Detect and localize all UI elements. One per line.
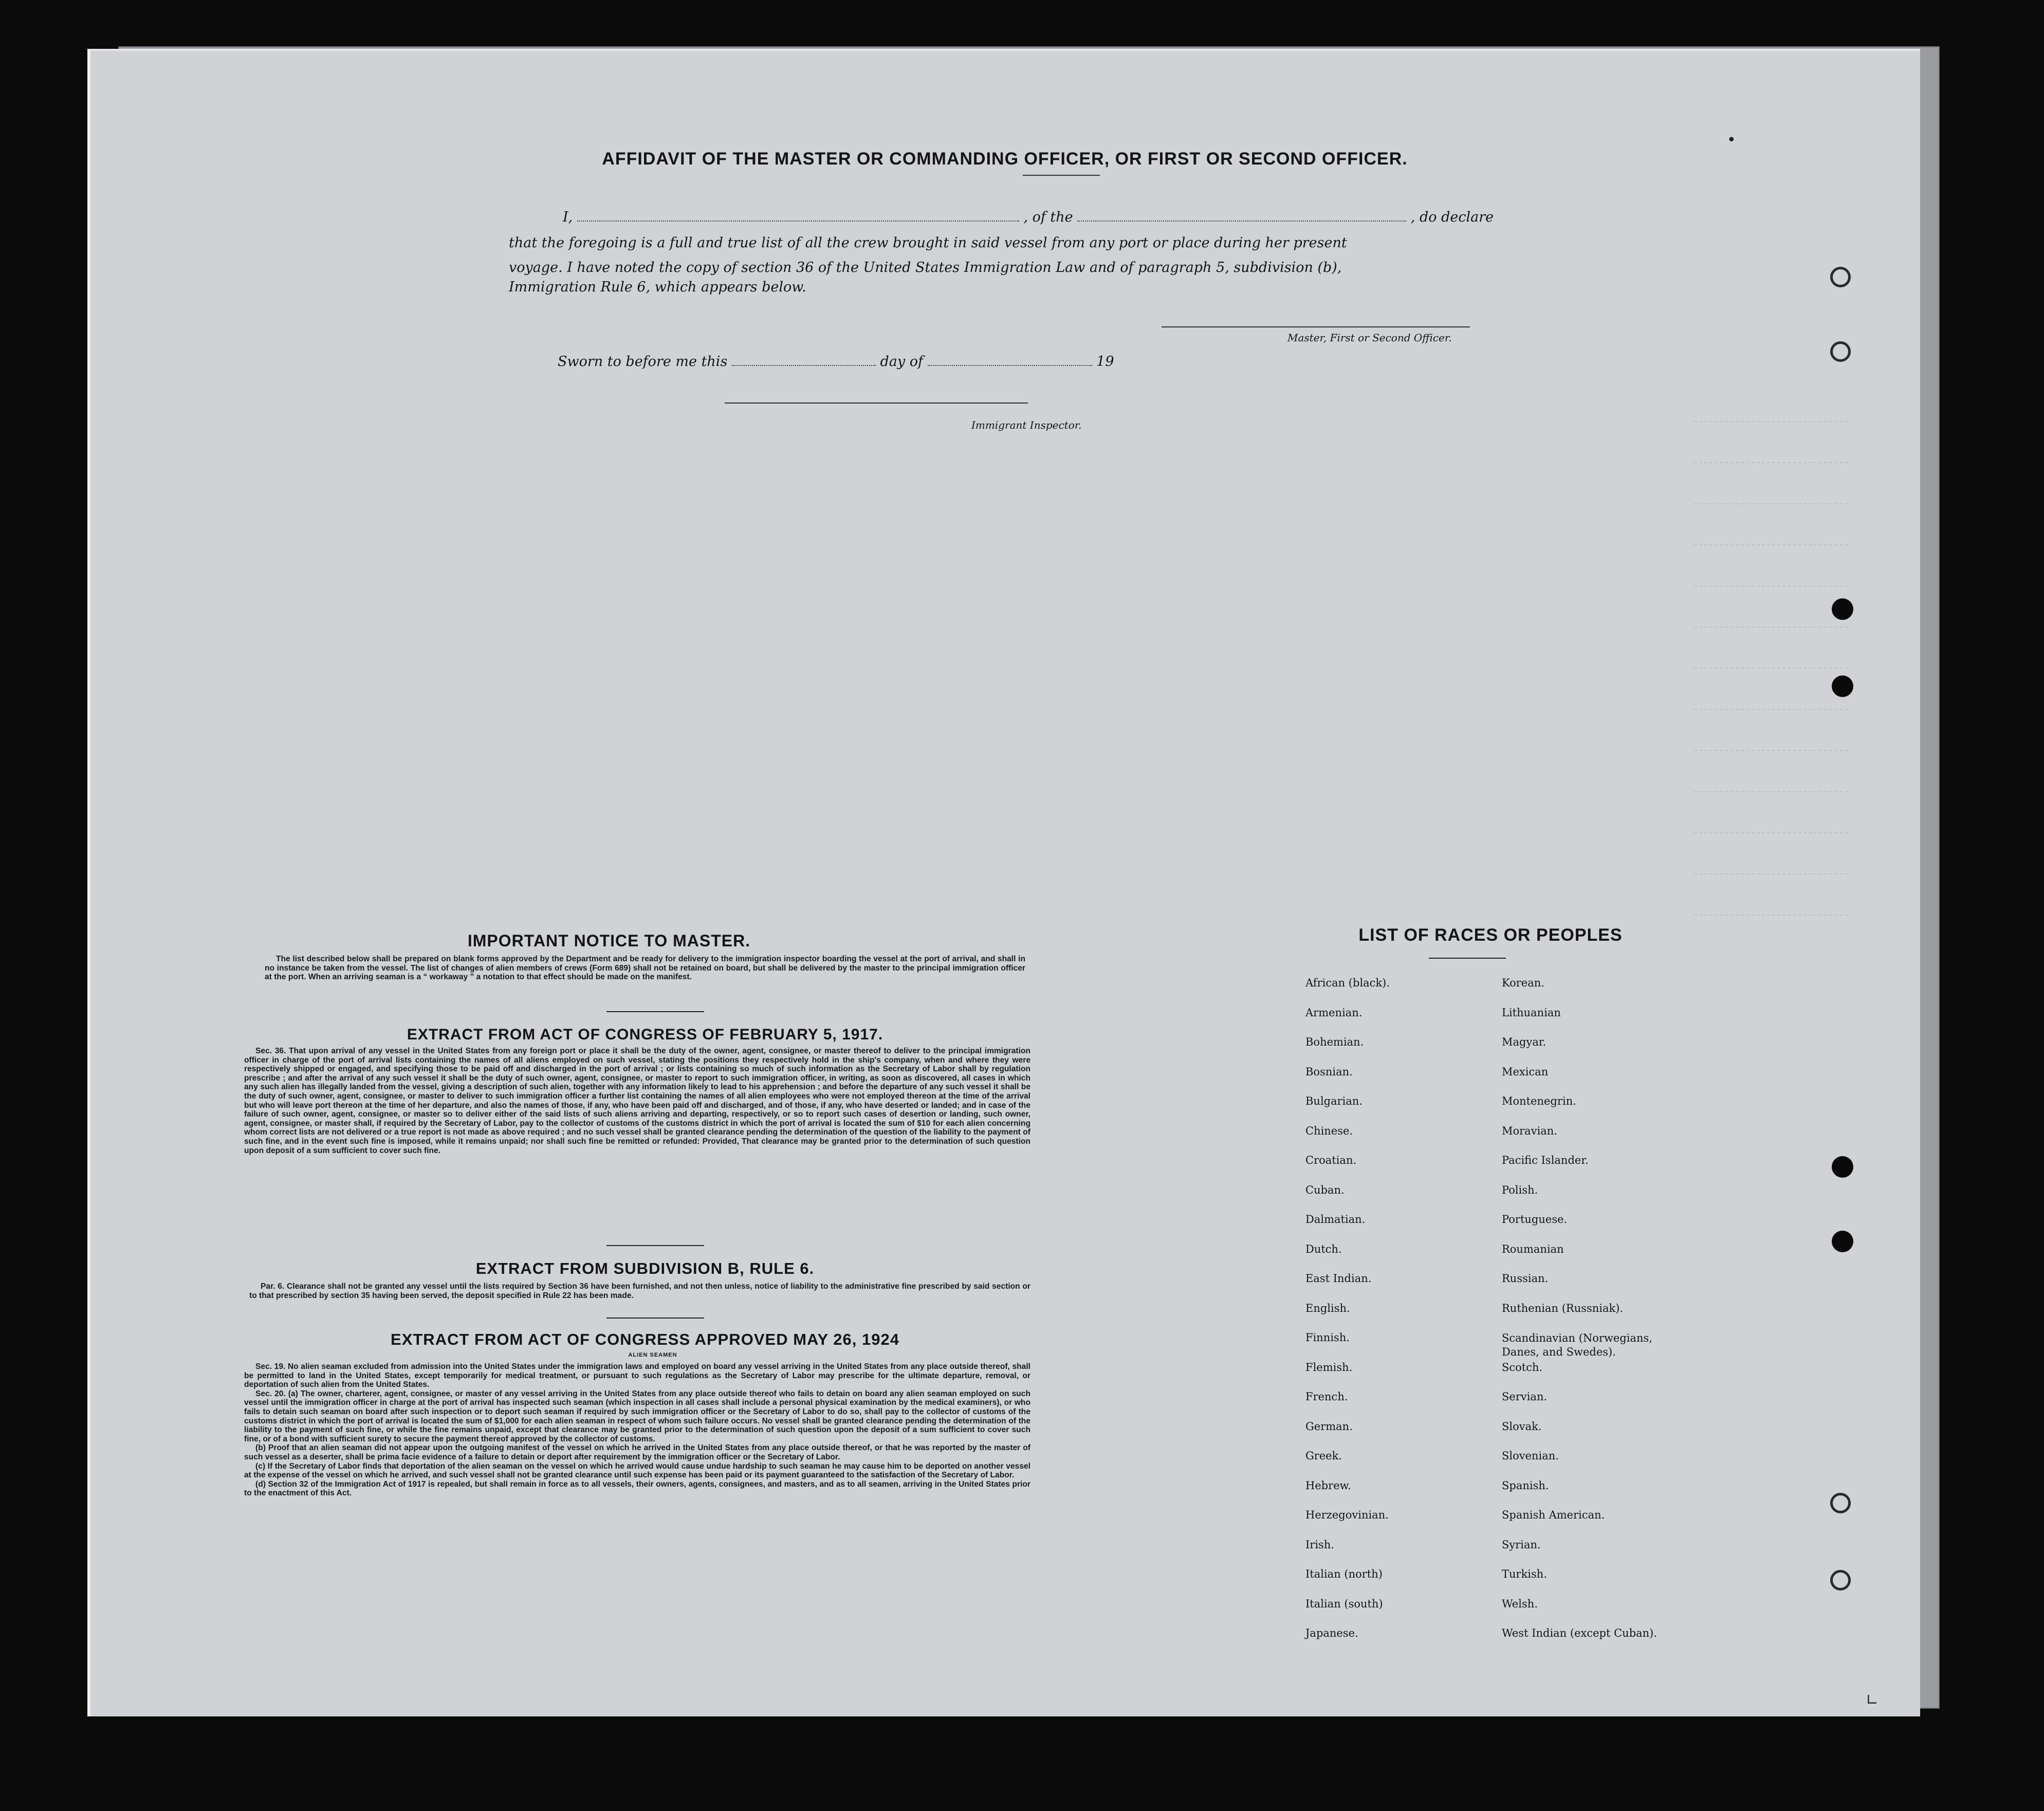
master-signature-line[interactable] — [1162, 326, 1470, 327]
race-item-right-1: Lithuanian — [1502, 1006, 1561, 1019]
punch-hole — [1830, 267, 1851, 287]
race-item-left-4: Bulgarian. — [1305, 1095, 1363, 1107]
race-item-right-3: Mexican — [1502, 1065, 1549, 1078]
race-item-left-21: Italian (south) — [1305, 1597, 1383, 1610]
race-item-right-8: Portuguese. — [1502, 1213, 1568, 1225]
notice-text — [265, 955, 1025, 982]
punch-hole — [1832, 675, 1853, 697]
affidavit-line-3: voyage. I have noted the copy of section 36 of the United States Immigration Law and of paragraph 5, subdivision (b), — [509, 260, 1342, 276]
race-item-left-9: Dutch. — [1305, 1242, 1342, 1255]
race-item-right-14: Servian. — [1502, 1391, 1548, 1403]
act-1924-title: EXTRACT FROM ACT OF CONGRESS APPROVED MAY 26, 1924 — [391, 1330, 899, 1348]
day-of-text: day of — [880, 354, 923, 370]
notice-title: IMPORTANT NOTICE TO MASTER. — [467, 931, 751, 950]
race-item-right-4: Montenegrin. — [1502, 1095, 1576, 1107]
races-title-underline — [1429, 958, 1506, 959]
sec-20d-paragraph: (d) Section 32 of the Immigration Act of 1917 is repealed, but shall remain in force as to all vessels, their owners, agents, consignees, and masters, and as to all seamen, arriving in the United States prior to the enactment of this Act. — [244, 1479, 1030, 1498]
bleed-through-line — [1694, 791, 1848, 803]
bleed-through-line — [1694, 503, 1848, 516]
race-item-right-15: Slovak. — [1502, 1420, 1542, 1433]
sworn-month-field[interactable] — [928, 364, 1092, 366]
race-item-right-20: Turkish. — [1502, 1568, 1547, 1580]
races-right-column — [1502, 977, 1677, 1657]
race-item-left-15: German. — [1305, 1420, 1353, 1433]
race-item-left-3: Bosnian. — [1305, 1065, 1353, 1078]
race-item-right-2: Magyar. — [1502, 1036, 1546, 1048]
race-item-left-7: Cuban. — [1305, 1183, 1345, 1196]
race-item-right-7: Polish. — [1502, 1183, 1538, 1196]
race-item-right-17: Spanish. — [1502, 1479, 1549, 1492]
sec-20a-paragraph: Sec. 20. (a) The owner, charterer, agent, consignee, or master of any vessel arriving in the United States from any place outside thereof who fails to detain on board any alien seaman employed on such vessel until the immigration officer in charge at the port of arrival has inspected such seaman (which inspection in all cases shall include a personal physical examination by the medical examiners), or who fails to detain such seaman on board after such inspection or to deport such seaman if required by such immigration officer or the Secretary of Labor to do so, shall pay to the collector of customs of the customs district in which the port of arrival is located the sum of $1,000 for each alien seaman in respect of whom such failure occurs. No vessel shall be granted clearance pending the determination of the liability to the payment of such fine, or while the fine remains unpaid, except that clearance may be granted prior to the determination of such question upon the deposit of a sum sufficient to cover such fine, or of a bond with sufficient surety to secure the payment thereof approved by the collector of customs. — [244, 1389, 1030, 1443]
race-item-left-20: Italian (north) — [1305, 1568, 1383, 1580]
rule-6-text — [249, 1282, 1030, 1300]
sworn-line — [558, 354, 1114, 370]
race-item-right-6: Pacific Islander. — [1502, 1154, 1589, 1166]
section-divider — [606, 1318, 704, 1319]
race-item-right-9: Roumanian — [1502, 1242, 1564, 1255]
par-6-paragraph: Par. 6. Clearance shall not be granted any vessel until the lists required by Section 36 have been furnished, and not then unless, notice of liability to the administrative fine prescribed by said section or to that prescribed by section 35 having been served, the deposit specified in Rule 22 has been made. — [249, 1282, 1030, 1300]
section-divider — [606, 1245, 704, 1246]
do-declare-text: , do declare — [1410, 209, 1494, 225]
punch-hole — [1832, 598, 1853, 620]
vessel-name-field[interactable] — [1077, 220, 1406, 222]
race-item-left-8: Dalmatian. — [1305, 1213, 1366, 1225]
bleed-through-line — [1694, 750, 1848, 762]
bleed-through-line — [1694, 873, 1848, 886]
declarant-prefix: I, — [563, 209, 573, 225]
race-item-right-19: Syrian. — [1502, 1538, 1541, 1551]
inspector-signature-label: Immigrant Inspector. — [971, 419, 1082, 431]
race-item-left-13: Flemish. — [1305, 1361, 1353, 1374]
margin-mark: ∟ — [1866, 1691, 1879, 1709]
bleed-through-line — [1694, 914, 1848, 927]
race-item-left-1: Armenian. — [1305, 1006, 1362, 1019]
act-1924-text — [244, 1362, 1030, 1498]
race-item-left-12: Finnish. — [1305, 1331, 1350, 1344]
punch-hole — [1832, 1231, 1853, 1252]
punch-hole — [1830, 1493, 1851, 1513]
inspector-signature-line[interactable] — [725, 403, 1028, 404]
of-the-text: , of the — [1023, 209, 1073, 225]
race-item-right-18: Spanish American. — [1502, 1509, 1605, 1521]
title-underline — [1023, 175, 1100, 176]
race-item-left-10: East Indian. — [1305, 1272, 1372, 1285]
race-item-right-12: Scandinavian (Norwegians, Danes, and Swedes). — [1502, 1332, 1653, 1358]
race-item-left-16: Greek. — [1305, 1450, 1342, 1462]
race-item-left-2: Bohemian. — [1305, 1036, 1364, 1048]
bleed-through-line — [1694, 421, 1848, 433]
punch-hole — [1830, 1570, 1851, 1590]
act-1917-text — [244, 1047, 1030, 1155]
race-item-left-6: Croatian. — [1305, 1154, 1357, 1166]
race-item-right-21: Welsh. — [1502, 1597, 1538, 1610]
section-divider — [606, 1011, 704, 1012]
year-prefix: 19 — [1096, 354, 1114, 370]
sec-19-paragraph: Sec. 19. No alien seaman excluded from admission into the United States under the immigration laws and employed on board any vessel arriving in the United States from any place outside thereof, shall be permitted to land in the United States, except temporarily for medical treatment, or pursuant to such regulations as the Secretary of Labor may prescribe for the ultimate departure, removal, or deportation of such alien from the United States. — [244, 1362, 1030, 1389]
punch-hole — [1832, 1156, 1853, 1178]
affidavit-line-4: Immigration Rule 6, which appears below. — [509, 279, 806, 295]
races-left-column — [1305, 977, 1390, 1657]
race-item-right-11: Ruthenian (Russniak). — [1502, 1302, 1624, 1314]
race-item-left-5: Chinese. — [1305, 1124, 1353, 1137]
race-item-right-16: Slovenian. — [1502, 1450, 1559, 1462]
bleed-through-line — [1694, 668, 1848, 680]
bleed-through-line — [1694, 544, 1848, 557]
bleed-through-line — [1694, 586, 1848, 598]
sec-20c-paragraph: (c) If the Secretary of Labor finds that deportation of the alien seaman on the vessel on which he arrived would cause undue hardship to such seaman he may cause him to be deported on another vessel at the expense of the vessel on which he arrived, and such vessel shall not be granted clearance until such expense has been paid or its payment guaranteed to the satisfaction of the Secretary of Labor. — [244, 1461, 1030, 1480]
master-signature-label: Master, First or Second Officer. — [1287, 332, 1452, 344]
affidavit-line-1 — [563, 209, 1494, 225]
races-title: LIST OF RACES OR PEOPLES — [1358, 925, 1623, 945]
race-item-right-22: West Indian (except Cuban). — [1502, 1627, 1658, 1639]
affidavit-title: AFFIDAVIT OF THE MASTER OR COMMANDING OFFICER, OR FIRST OR SECOND OFFICER. — [602, 149, 1408, 169]
rule-6-title: EXTRACT FROM SUBDIVISION B, RULE 6. — [475, 1259, 815, 1277]
declarant-name-field[interactable] — [577, 220, 1019, 222]
bleed-through-line — [1694, 709, 1848, 721]
race-item-left-18: Herzegovinian. — [1305, 1509, 1389, 1521]
race-item-left-17: Hebrew. — [1305, 1479, 1351, 1492]
race-item-right-0: Korean. — [1502, 977, 1544, 989]
margin-mark: • — [1727, 131, 1736, 149]
act-1917-title: EXTRACT FROM ACT OF CONGRESS OF FEBRUARY 5, 1917. — [407, 1026, 883, 1043]
race-item-left-0: African (black). — [1305, 977, 1390, 989]
notice-paragraph: The list described below shall be prepared on blank forms approved by the Department and be ready for delivery to the immigration inspector boarding the vessel at the port of arrival, and shall in no instance be taken from the vessel. The list of changes of alien members of crews (Form 689) shall not be retained on board, but shall be delivered by the master to the principal immigration officer at the port. When an arriving seaman is a “ workaway ” a notation to that effect should be made on the manifest. — [265, 955, 1025, 982]
sworn-text: Sworn to before me this — [558, 354, 728, 370]
race-item-left-14: French. — [1305, 1391, 1348, 1403]
bleed-through-line — [1694, 832, 1848, 845]
bleed-through-line — [1694, 627, 1848, 639]
alien-seamen-subtitle: ALIEN SEAMEN — [628, 1352, 677, 1358]
race-item-right-5: Moravian. — [1502, 1124, 1558, 1137]
race-item-left-19: Irish. — [1305, 1538, 1335, 1551]
sec-36-paragraph: Sec. 36. That upon arrival of any vessel in the United States from any foreign port or place it shall be the duty of the owner, agent, consignee, or master thereof to deliver to the principal immigration officer in charge of the port of arrival lists containing the names of all aliens employed on such vessel, stating the positions they respectively hold in the ship's company, when and where they were respectively shipped or engaged, and specifying those to be paid off and discharged in the port of arrival ; or lists containing so much of such information as the Secretary of Labor shall by regulation prescribe ; and after the arrival of any such vessel it shall be the duty of such owner, agent, consignee, or master to report to such immigration officer, in writing, as soon as discovered, all cases in which any such alien has illegally landed from the vessel, giving a description of such alien, together with any information likely to lead to his apprehension ; and before the departure of any such vessel it shall be the duty of such owner, agent, consignee, or master to deliver to such immigration officer a further list containing the names of all alien employees who were not employed thereon at the time of the arrival but who will leave port thereon at the time of her departure, and also the names of those, if any, who have been paid off and discharged, and of those, if any, who have deserted or landed; and in case of the failure of such owner, agent, consignee, or master so to deliver either of the said lists of such aliens arriving and departing, respectively, or so to report such cases of desertion or landing, such owner, agent, consignee, or master shall, if required by the Secretary of Labor, pay to the collector of customs of the customs district in which the port of arrival is located the sum of $10 for each alien concerning whom correct lists are not delivered or a true report is not made as above required ; and no such vessel shall be granted clearance pending the determination of the question of the liability to the payment of such fine, and in the event such fine is imposed, while it remains unpaid; nor shall such fine be remitted or refunded: Provided, That clearance may be granted prior to the determination of such question upon deposit of a sum sufficient to cover such fine. — [244, 1047, 1030, 1155]
race-item-right-13: Scotch. — [1502, 1361, 1543, 1374]
race-item-left-11: English. — [1305, 1302, 1350, 1314]
punch-hole — [1830, 341, 1851, 362]
sec-20b-paragraph: (b) Proof that an alien seaman did not appear upon the outgoing manifest of the vessel on which he arrived in the United States from any place outside thereof, or that he was reported by the master of such vessel as a deserter, shall be prima facie evidence of a failure to detain or deport after requirement by the immigration officer or the Secretary of Labor. — [244, 1443, 1030, 1461]
sworn-day-field[interactable] — [732, 364, 876, 366]
race-item-left-22: Japanese. — [1305, 1627, 1358, 1639]
bleed-through-line — [1694, 462, 1848, 474]
affidavit-line-2: that the foregoing is a full and true list of all the crew brought in said vessel from any port or place during her present — [509, 235, 1347, 251]
race-item-right-10: Russian. — [1502, 1272, 1549, 1285]
